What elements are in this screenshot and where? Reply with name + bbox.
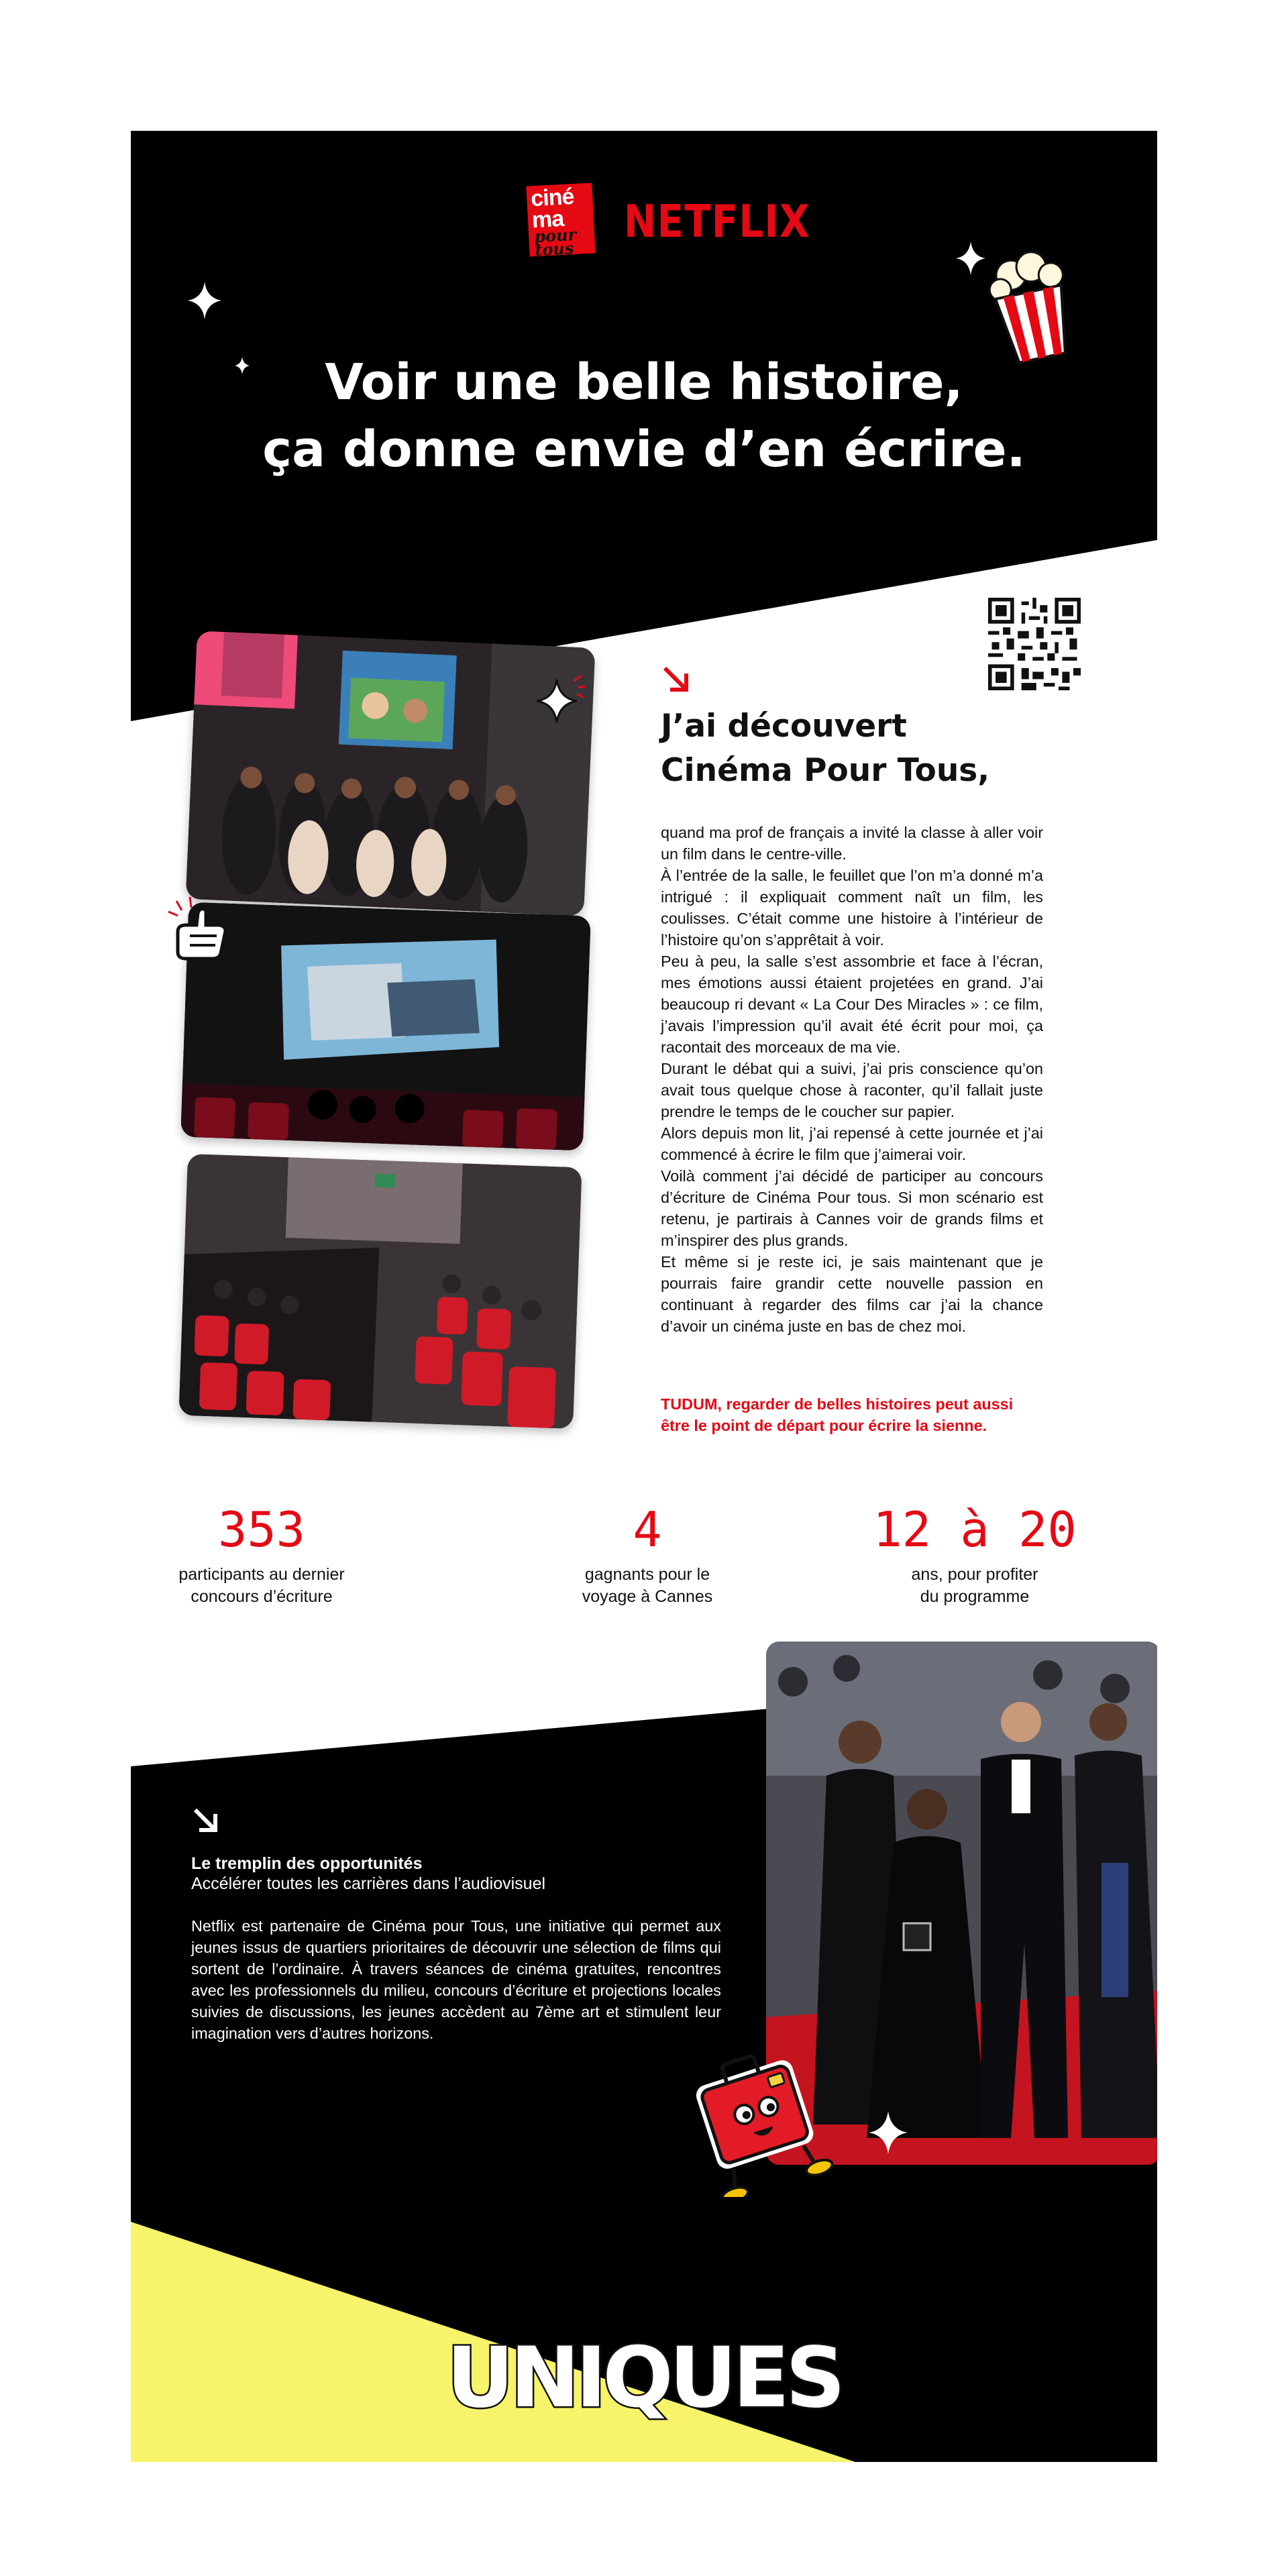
arrow-down-right-icon: [661, 664, 692, 695]
poster: [131, 131, 1157, 2462]
headline-line-2: ça donne envie d’en écrire.: [262, 421, 1026, 478]
sparkle-icon: [188, 282, 221, 319]
stat-age-range: [854, 1499, 1095, 1608]
stat-label: gagnants pour le voyage à Cannes: [582, 1565, 713, 1606]
section-subtitle: Accélérer toutes les carrières dans l’audiovisuel: [191, 1874, 546, 1893]
stat-value: 4: [633, 1501, 662, 1558]
section-body: Netflix est partenaire de Cinéma pour Tous, une initiative qui permet aux jeunes issus de quartiers prioritaires de découvrir une sélection de films qui sortent de l’ordinaire. À travers séances de cinéma gratuites, rencontres avec les professionnels du milieu, concours d’écriture et projections locales suivies de discussions, les jeunes accèdent au 7ème art et stimulent leur imagination vers d’autres horizons.: [191, 1917, 721, 2042]
photo-group-screening: [186, 631, 596, 916]
stat-label: participants au dernier concours d’écriture: [178, 1565, 345, 1606]
article-paragraph: Peu à peu, la salle s’est assombrie et face à l’écran, mes émotions aussi étaient projetées en grand. J’ai beaucoup ri devant « La Cour Des Miracles » : ce film, j’avais l’impression qu’il avait été écrit pour moi, ça racontait des morceaux de ma vie.: [661, 953, 1043, 1056]
article-cta: TUDUM, regarder de belles histoires peut aussi être le point de départ pour écrire la sienne.: [661, 1395, 1014, 1434]
stat-participants: [141, 1499, 382, 1608]
sparkle-icon: [869, 2111, 908, 2154]
section-title: Le tremplin des opportunités: [191, 1854, 423, 1873]
article-paragraph: Et même si je reste ici, je sais maintenant que je pourrais faire grandir cette nouvelle passion en continuant à regarder des films car j’ai la chance d’avoir un cinéma juste en bas de chez moi.: [661, 1253, 1043, 1335]
photo-cinema-screen: [180, 902, 591, 1151]
stat-value: 12 à 20: [873, 1501, 1077, 1558]
photo-theater-audience: [178, 1154, 582, 1429]
qr-code[interactable]: [988, 598, 1081, 690]
stat-label: ans, pour profiter du programme: [911, 1565, 1038, 1606]
netflix-logo: NETFLIX: [624, 195, 810, 248]
article-paragraph: Durant le débat qui a suivi, j’ai pris conscience qu’on avait tous quelque chose à raconter, qu’il fallait juste prendre le temps de le coucher sur papier.: [661, 1060, 1043, 1120]
article-body: [661, 822, 1043, 1337]
article-title: J’ai découvert Cinéma Pour Tous,: [661, 708, 990, 789]
article-paragraph: À l’entrée de la salle, le feuillet que l’on m’a donné m’a intrigué : il expliquait comment naît un film, les coulisses. C’était comme une histoire à l’intérieur de l’histoire qu’on s’apprêtait à voir.: [661, 867, 1043, 949]
stat-winners: [527, 1499, 768, 1608]
article-paragraph: Voilà comment j’ai décidé de participer au concours d’écriture de Cinéma Pour tous. Si mon scénario est retenu, je partirais à Cannes voir de grands films et m’inspirer des plus grands.: [661, 1167, 1043, 1249]
headline-line-1: Voir une belle histoire,: [325, 354, 963, 411]
popcorn-icon: [977, 245, 1085, 366]
stat-value: 353: [217, 1501, 306, 1558]
arrow-down-right-icon: [191, 1806, 221, 1835]
article-paragraph: quand ma prof de français a invité la classe à aller voir un film dans le centre-ville.: [661, 824, 1043, 863]
cinema-pour-tous-logo: ciné ma pour tous: [526, 183, 595, 257]
headline: [131, 349, 1157, 483]
suitcase-mascot-icon: [680, 2043, 841, 2197]
thumbs-up-icon: [163, 896, 237, 969]
sparkle-icon: [537, 673, 585, 728]
article-paragraph: Alors depuis mon lit, j’ai repensé à cette journée et j’ai commencé à écrire le film que j’aimerai voir.: [661, 1124, 1043, 1163]
uniques-wordmark: UNIQUES: [446, 2330, 842, 2426]
